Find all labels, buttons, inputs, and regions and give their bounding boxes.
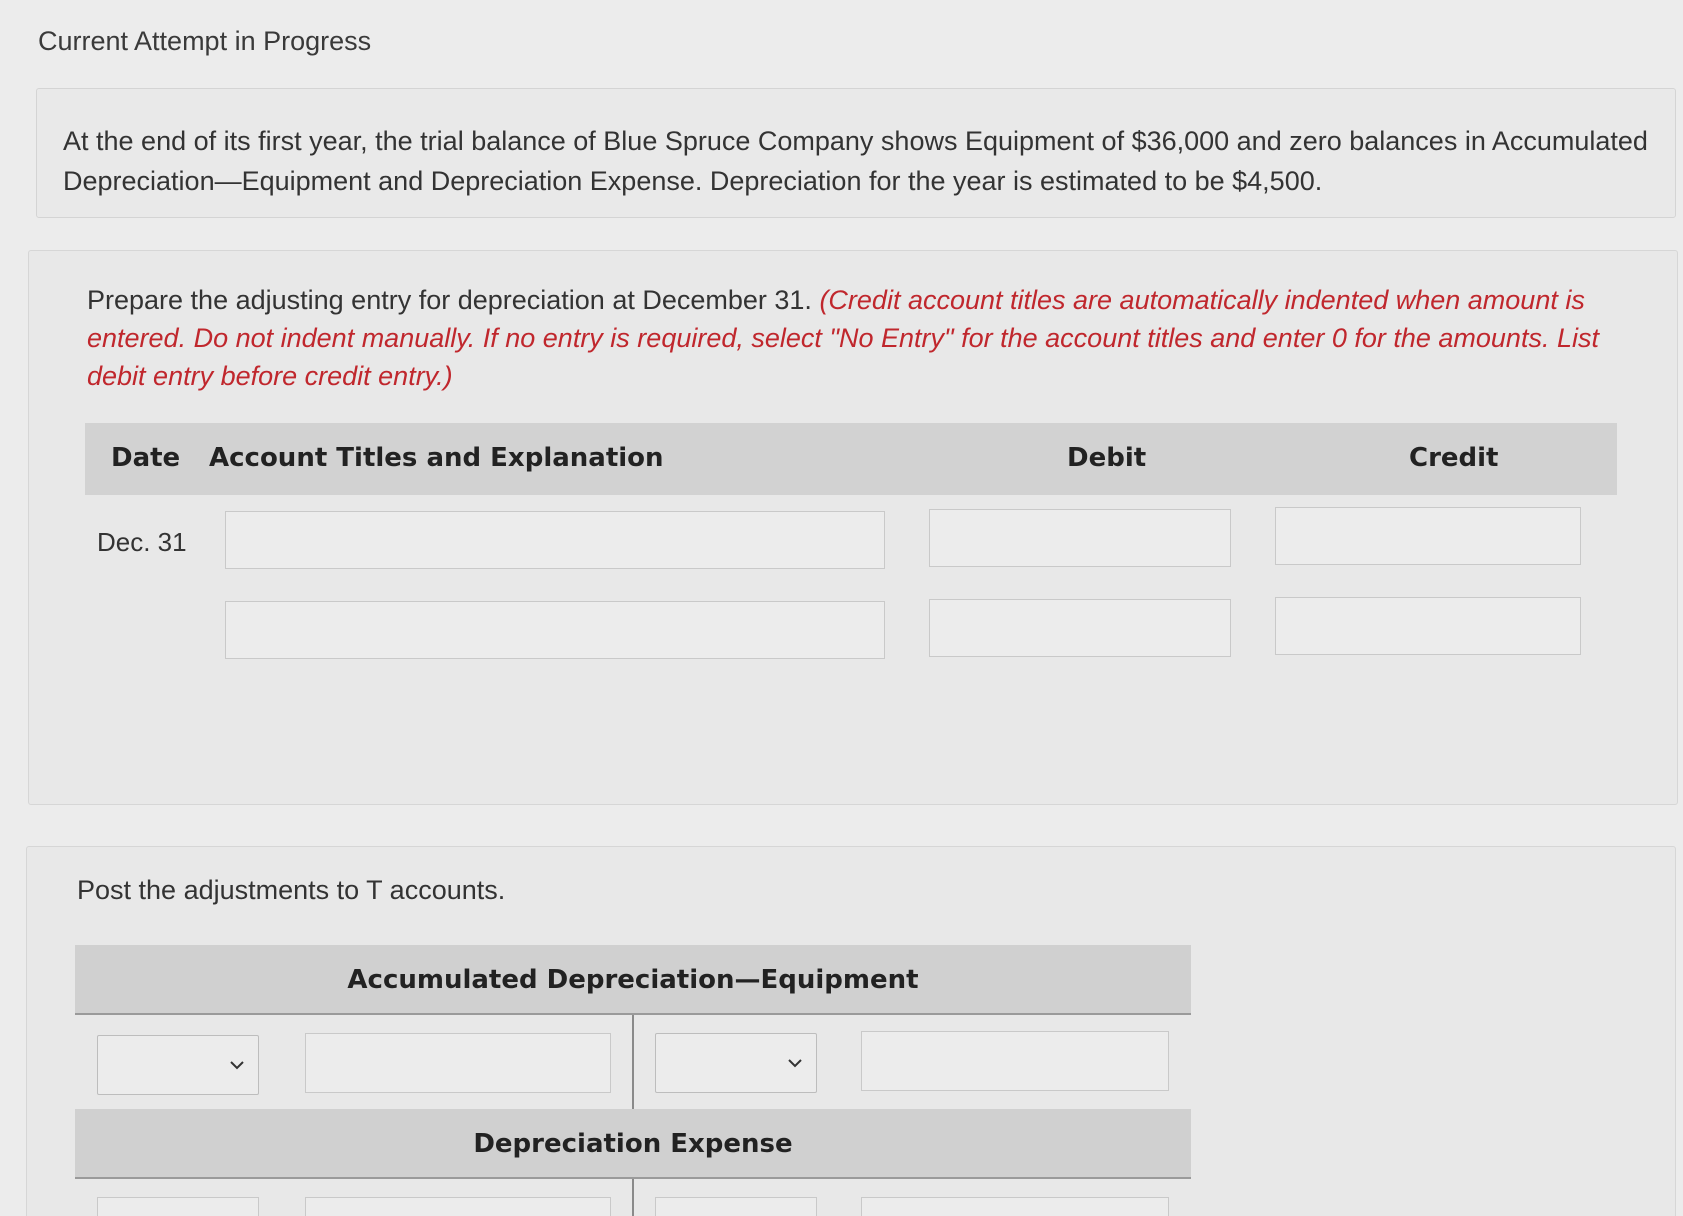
journal-entry-panel — [28, 250, 1678, 805]
problem-text: At the end of its first year, the trial balance of Blue Spruce Company shows Equipment of $36,000 and zero balances in Accumulated Depreciation—Equipment and Depreciation Expense. Depreciation for the year is estimated to be $4,500. — [63, 126, 1648, 196]
account-title-input-2[interactable] — [225, 601, 885, 659]
t-account-divider — [632, 1179, 634, 1216]
journal-instruction-note: (Credit account titles are automatically indented when amount is entered. Do not indent manually. If no entry is required, select "No Entry" for the account titles and enter 0 for the amounts. List debit entry before credit entry.) — [87, 285, 1599, 391]
t-account-2-debit-select[interactable] — [97, 1197, 259, 1216]
journal-table-header — [85, 423, 1617, 495]
chevron-down-icon — [784, 1052, 806, 1074]
debit-input-2[interactable] — [929, 599, 1231, 657]
credit-input-2[interactable] — [1275, 597, 1581, 655]
t-account-2-credit-amount[interactable] — [861, 1197, 1169, 1216]
t-account-title-depreciation-expense: Depreciation Expense — [75, 1109, 1191, 1179]
t-account-title-accumulated-depreciation: Accumulated Depreciation—Equipment — [75, 945, 1191, 1015]
chevron-down-icon — [226, 1054, 248, 1076]
journal-instruction — [87, 281, 1647, 395]
entry-date: Dec. 31 — [97, 527, 187, 557]
column-header-date: Date — [111, 443, 181, 473]
problem-statement — [36, 88, 1676, 218]
t-account-1-credit-select[interactable] — [655, 1033, 817, 1093]
t-accounts-panel — [26, 846, 1676, 1216]
t-account-2-debit-amount[interactable] — [305, 1197, 611, 1216]
account-title-input-1[interactable] — [225, 511, 885, 569]
t-account-1-credit-amount[interactable] — [861, 1031, 1169, 1091]
journal-instruction-text: Prepare the adjusting entry for depreciation at December 31. — [87, 285, 812, 315]
column-header-credit: Credit — [1409, 443, 1499, 473]
debit-input-1[interactable] — [929, 509, 1231, 567]
credit-input-1[interactable] — [1275, 507, 1581, 565]
column-header-account: Account Titles and Explanation — [209, 443, 664, 473]
t-accounts-instruction: Post the adjustments to T accounts. — [77, 875, 506, 905]
t-account-1-debit-amount[interactable] — [305, 1033, 611, 1093]
column-header-debit: Debit — [1067, 443, 1147, 473]
attempt-status-title: Current Attempt in Progress — [38, 26, 372, 56]
t-account-1-debit-select[interactable] — [97, 1035, 259, 1095]
t-account-2-credit-select[interactable] — [655, 1197, 817, 1216]
t-account-divider — [632, 1015, 634, 1115]
